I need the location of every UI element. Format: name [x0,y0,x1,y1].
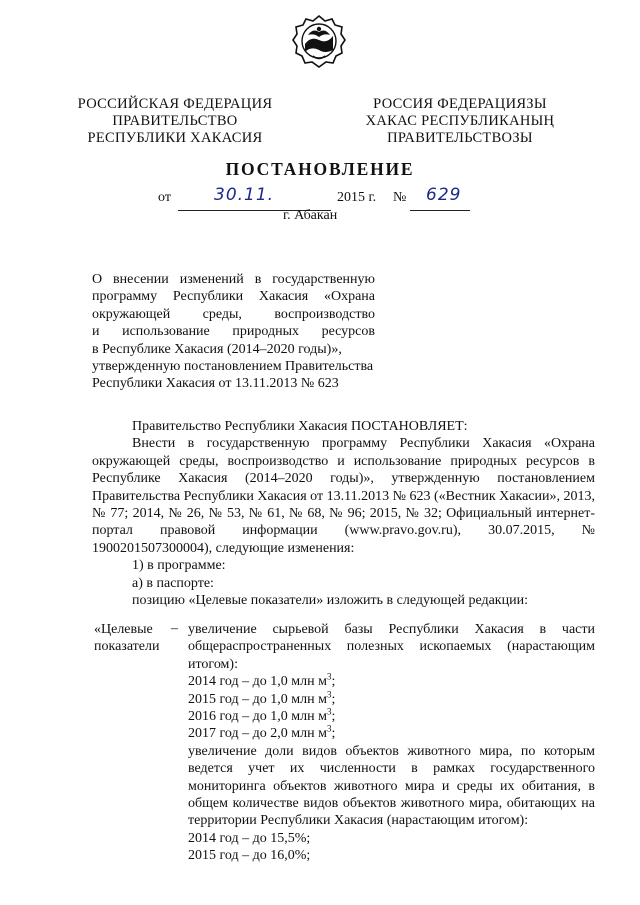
number-handwritten: 629 [426,185,462,205]
item-1: 1) в программе: [132,558,226,574]
table-label-line: «Целевые [94,622,153,637]
header-right-line: ХАКАС РЕСПУБЛИКАНЫҢ [365,113,555,129]
table-dash: – [171,621,178,636]
city: г. Абакан [283,208,338,223]
value-end: ; [331,726,336,742]
value-sup: 3 [326,671,332,682]
header-left-line: РЕСПУБЛИКИ ХАКАСИЯ [87,130,263,146]
table-label-line: показатели [94,639,160,655]
number-label: № [393,190,407,205]
document-title: ПОСТАНОВЛЕНИЕ [225,159,415,179]
main-paragraph: Внести в государственную программу Республики Хакасия «Охрана окружающей среды, воспроизводство и использование природных ресурсов в Республике Хакасия (2014–2020 годы)», утвержденную постановлением Правительства Республики Хакасия от 13.11.2013 № 623 («Вестник Хакасии», 2013, № 77; 2014, № 26, № 53, № 61, № 68, № 96; 2015, № 32; Официальный интернет-портал правовой информации (www.pravo.gov.ru), 30.07.2015, № 1900201507300004), следующие изменения: [92,436,595,556]
subject-line: программу Республики Хакасия «Охрана [92,289,375,305]
header-right-line: РОССИЯ ФЕДЕРАЦИЯЗЫ [373,96,547,112]
indicator-1-value [188,673,595,690]
indicator-1: увеличение сырьевой базы Республики Хакасия в части общераспространенных полезных ископаемых (нарастающим итогом): [188,622,595,672]
table-indicators [188,621,595,865]
value-end: ; [331,709,336,725]
value-text: 2014 год – до 1,0 млн м [188,674,327,690]
subject-line: и использование природных ресурсов [92,324,375,340]
value-sup: 3 [326,688,332,699]
indicator-1-value [188,708,595,725]
coat-of-arms-emblem [291,14,347,72]
indicator-1-value [188,725,595,742]
subject-line: в Республике Хакасия (2014–2020 годы)», [92,341,342,357]
document-body [92,418,595,609]
indicator-2-value: 2015 год – до 16,0%; [188,848,311,864]
header-left-line: РОССИЙСКАЯ ФЕДЕРАЦИЯ [77,96,273,112]
subject-line: окружающей среды, воспроизводство [92,306,375,322]
value-text: 2015 год – до 1,0 млн м [188,691,327,707]
date-year: 2015 г. [337,190,377,205]
value-sup: 3 [326,723,332,734]
header-left [70,96,280,147]
document-subject [92,271,375,393]
indicator-2-value: 2014 год – до 15,5%; [188,830,311,846]
value-sup: 3 [326,706,332,717]
value-end: ; [331,691,336,707]
value-text: 2016 год – до 1,0 млн м [188,709,327,725]
header-right-line: ПРАВИТЕЛЬСТВОЗЫ [387,130,533,146]
date-from-label: от [158,190,171,205]
header-left-line: ПРАВИТЕЛЬСТВО [112,113,238,129]
value-end: ; [331,674,336,690]
value-text: 2017 год – до 2,0 млн м [188,726,327,742]
item-a: а) в паспорте: [132,575,214,591]
subject-line: утвержденную постановлением Правительства [92,359,374,375]
date-handwritten: 30.11. [214,185,275,205]
position-line: позицию «Целевые показатели» изложить в следующей редакции: [132,593,528,609]
subject-line: О внесении изменений в государственную [92,272,375,287]
decree-line: Правительство Республики Хакасия ПОСТАНОВЛЯЕТ: [132,419,468,434]
indicator-2: увеличение доли видов объектов животного мира, по которым ведется учет их численности в рамках государственного мониторинга объектов животного мира и среды их обитания, в общем количестве видов объектов животного мира, обитающих на территории Республики Хакасия (нарастающим итогом): [188,743,595,829]
header-right [360,96,560,147]
indicator-1-value [188,688,595,708]
subject-line: Республики Хакасия от 13.11.2013 № 623 [92,376,339,392]
